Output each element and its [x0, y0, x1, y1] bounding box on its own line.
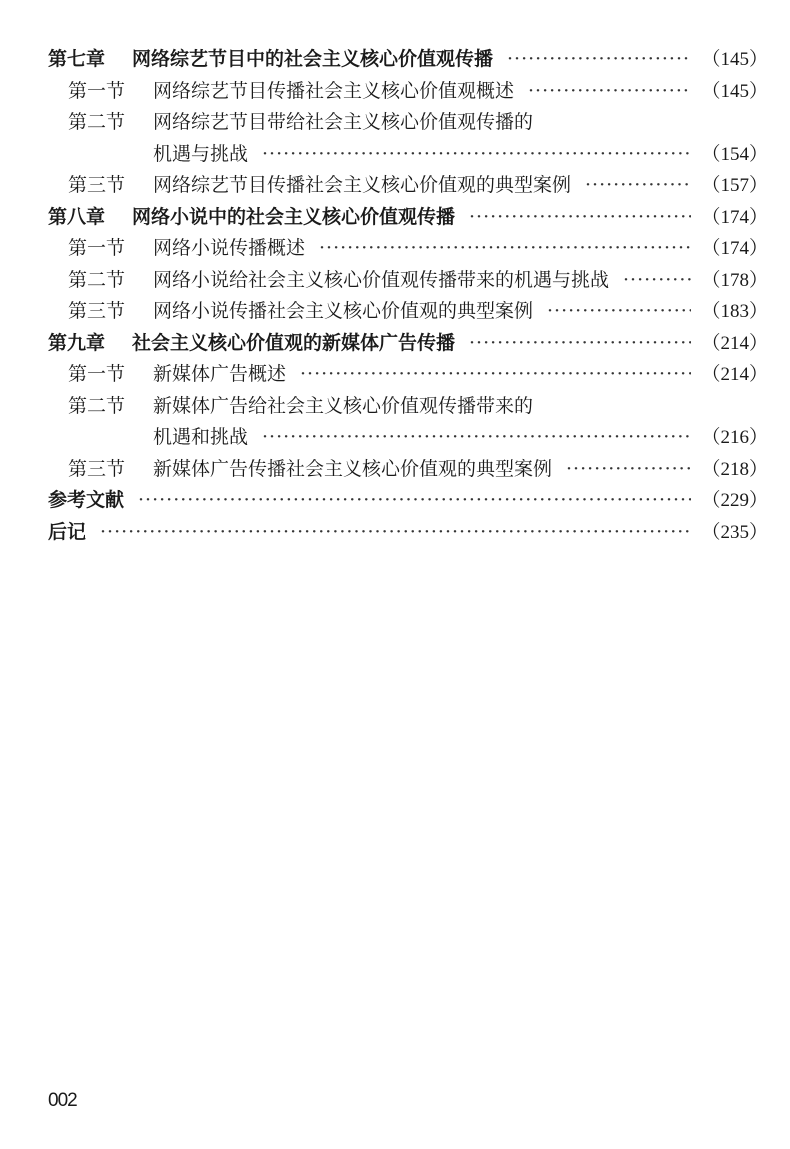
leader-dots	[262, 422, 691, 454]
entry-page: （157）	[701, 175, 768, 196]
leader-dots	[469, 202, 691, 234]
entry-number: 第二节	[68, 268, 126, 291]
leader-dots	[138, 485, 691, 517]
entry-page: （216）	[701, 427, 768, 448]
leader-dots	[528, 76, 691, 108]
entry-number: 第二节	[68, 394, 126, 417]
toc-entry[interactable]	[48, 391, 768, 423]
toc-entry[interactable]	[48, 233, 768, 265]
entry-title: 后记	[48, 520, 87, 543]
toc-entry[interactable]	[48, 139, 768, 171]
entry-title: 网络综艺节目传播社会主义核心价值观的典型案例	[153, 174, 572, 196]
entry-page: （145）	[701, 49, 768, 70]
entry-number: 第三节	[68, 300, 126, 322]
entry-number: 第一节	[68, 237, 126, 259]
leader-dots	[547, 296, 691, 328]
page-number: 002	[48, 1090, 77, 1111]
entry-title: 社会主义核心价值观的新媒体广告传播	[132, 331, 456, 354]
entry-title: 新媒体广告给社会主义核心价值观传播带来的	[153, 394, 534, 417]
entry-number: 第二节	[68, 111, 126, 133]
entry-page: （214）	[701, 332, 768, 354]
entry-page: （235）	[701, 521, 768, 543]
entry-title: 网络小说传播社会主义核心价值观的典型案例	[153, 300, 534, 322]
leader-dots	[507, 44, 691, 76]
toc-entry[interactable]	[48, 485, 768, 517]
leader-dots	[469, 328, 691, 360]
entry-title: 机遇和挑战	[153, 426, 249, 448]
toc-entry[interactable]	[48, 265, 768, 297]
entry-title: 新媒体广告传播社会主义核心价值观的典型案例	[153, 457, 553, 480]
entry-title: 网络小说传播概述	[153, 237, 306, 259]
entry-page: （218）	[701, 458, 768, 480]
entry-title: 机遇与挑战	[153, 142, 249, 165]
entry-page: （229）	[701, 490, 768, 511]
toc-entry[interactable]	[48, 107, 768, 139]
toc-entry[interactable]	[48, 328, 768, 360]
entry-title: 网络小说给社会主义核心价值观传播带来的机遇与挑战	[153, 268, 610, 291]
entry-number: 第七章	[48, 48, 106, 70]
toc-entry[interactable]	[48, 170, 768, 202]
entry-number: 第一节	[68, 79, 126, 102]
entry-number: 第三节	[68, 457, 126, 480]
toc-entry[interactable]	[48, 517, 768, 549]
toc-entry[interactable]	[48, 296, 768, 328]
toc-entry[interactable]	[48, 44, 768, 76]
toc-entry[interactable]	[48, 359, 768, 391]
leader-dots	[623, 265, 691, 297]
toc-entry[interactable]	[48, 422, 768, 454]
entry-title: 网络综艺节目中的社会主义核心价值观传播	[132, 48, 494, 70]
entry-number: 第九章	[48, 331, 106, 354]
entry-title: 参考文献	[48, 489, 125, 511]
entry-title: 网络小说中的社会主义核心价值观传播	[132, 205, 456, 228]
leader-dots	[262, 139, 691, 171]
entry-page: （214）	[701, 364, 768, 385]
entry-page: （183）	[701, 301, 768, 322]
leader-dots	[585, 170, 691, 202]
table-of-contents	[48, 44, 768, 548]
toc-entry[interactable]	[48, 454, 768, 486]
entry-number: 第一节	[68, 363, 126, 385]
leader-dots	[566, 454, 691, 486]
leader-dots	[300, 359, 691, 391]
entry-number: 第八章	[48, 205, 106, 228]
toc-entry[interactable]	[48, 76, 768, 108]
leader-dots	[100, 517, 691, 549]
entry-title: 网络综艺节目传播社会主义核心价值观概述	[153, 79, 515, 102]
entry-number: 第三节	[68, 174, 126, 196]
entry-page: （145）	[701, 80, 768, 102]
entry-page: （174）	[701, 238, 768, 259]
entry-title: 网络综艺节目带给社会主义核心价值观传播的	[153, 111, 534, 133]
entry-page: （178）	[701, 269, 768, 291]
entry-page: （154）	[701, 143, 768, 165]
leader-dots	[319, 233, 691, 265]
entry-title: 新媒体广告概述	[153, 363, 287, 385]
entry-page: （174）	[701, 206, 768, 228]
toc-entry[interactable]	[48, 202, 768, 234]
